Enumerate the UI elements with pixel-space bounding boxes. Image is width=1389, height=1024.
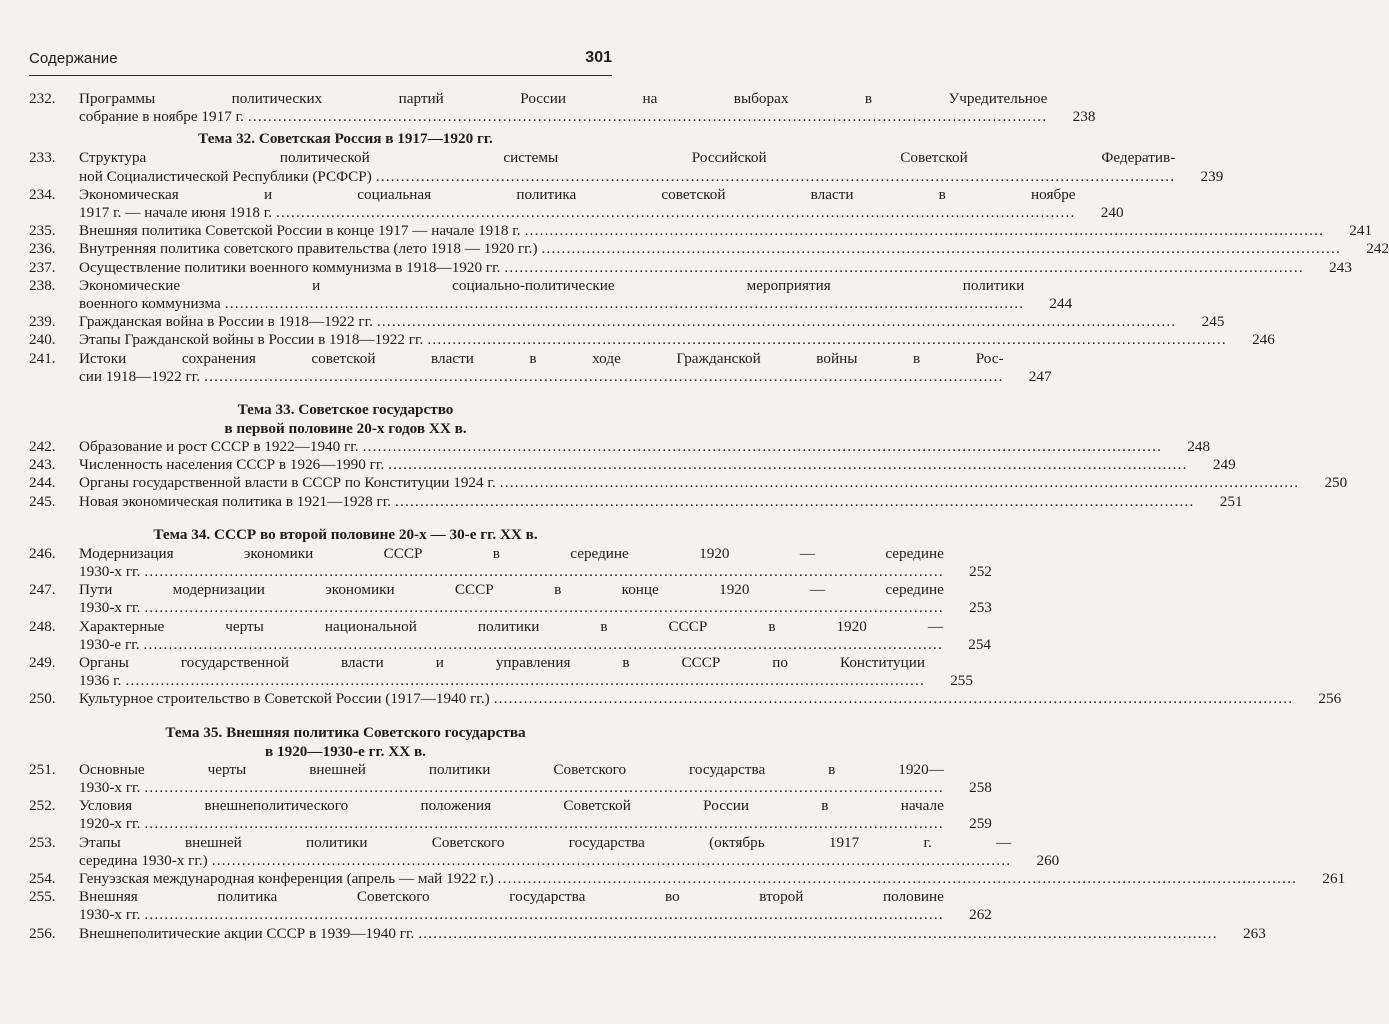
- entry-number: 232.: [29, 90, 56, 107]
- toc-section: [29, 130, 1389, 386]
- entry-text: [79, 690, 1299, 708]
- toc-entry[interactable]: [29, 331, 1275, 349]
- entry-text: [79, 259, 1310, 277]
- dot-leader: [423, 331, 1227, 349]
- entry-number: 238.: [29, 276, 56, 294]
- entry-number: 236.: [29, 240, 56, 258]
- table-of-contents: [29, 90, 1389, 943]
- entry-leader-line: [79, 690, 1293, 708]
- toc-entry[interactable]: [29, 313, 1225, 331]
- entry-page-number: 250: [1324, 474, 1348, 492]
- entry-leader-line: [79, 222, 1324, 240]
- entry-title-line: Гражданская война в России в 1918—1922 гг.: [79, 313, 373, 331]
- entry-number: 235.: [29, 222, 56, 240]
- dot-leader: [272, 204, 1076, 222]
- entry-text: [79, 581, 950, 617]
- topic-heading: Тема 32. Советская Россия в 1917—1920 гг.: [198, 130, 493, 148]
- entry-title-line: середина 1930-х гг.): [79, 851, 208, 869]
- entry-number: 240.: [29, 331, 56, 349]
- toc-entry[interactable]: [29, 349, 1052, 386]
- entry-text: [79, 90, 1053, 126]
- entry-leader-line: [79, 493, 1195, 511]
- dot-leader: [494, 870, 1298, 888]
- entry-title-line: Образование и рост СССР в 1922—1940 гг.: [79, 438, 359, 456]
- toc-entry[interactable]: [29, 185, 1124, 222]
- dot-leader: [359, 438, 1163, 456]
- entry-leader-line: [79, 438, 1162, 456]
- entry-page-number: 258: [969, 778, 992, 796]
- entry-leader-line: [79, 906, 944, 924]
- entry-leader-line: [79, 240, 1341, 258]
- dot-leader: [140, 906, 944, 924]
- entry-text: [79, 186, 1082, 222]
- entry-text: [79, 222, 1330, 240]
- entry-leader-line: [79, 870, 1297, 888]
- toc-entry[interactable]: [29, 492, 1243, 511]
- entry-title-line: 1930-х гг.: [79, 906, 141, 924]
- entry-leader-line: [79, 815, 944, 833]
- entry-leader-line: [79, 599, 944, 617]
- entry-title-line: Программы политических партий России на выборах в Учредительное: [79, 90, 1048, 107]
- header-rule: [29, 75, 612, 76]
- dot-leader: [538, 240, 1342, 258]
- dot-leader: [372, 168, 1176, 186]
- entry-text: [79, 331, 1233, 349]
- entry-title-line: Структура политической системы Российской Советской Федератив-: [79, 149, 1176, 167]
- entry-leader-line: [79, 563, 944, 581]
- entry-leader-line: [79, 295, 1024, 313]
- entry-title-line: собрание в ноябре 1917 г.: [79, 108, 244, 126]
- dot-leader: [121, 672, 925, 690]
- entry-page-number: 241: [1349, 222, 1373, 240]
- entry-title-line: Органы государственной власти и управления в СССР по Конституции: [79, 654, 925, 672]
- entry-text: [79, 350, 1010, 386]
- entry-title-line: Внутренняя политика советского правительства (лето 1918 — 1920 гг.): [79, 240, 538, 258]
- entry-title-line: Органы государственной власти в СССР по Конституции 1924 г.: [79, 474, 496, 492]
- entry-page-number: 253: [969, 599, 992, 617]
- entry-page-number: 260: [1036, 851, 1060, 869]
- running-title: Содержание: [29, 50, 118, 67]
- entry-page-number: 262: [969, 906, 992, 924]
- entry-page-number: 254: [968, 635, 992, 653]
- entry-number: 244.: [29, 474, 56, 492]
- entry-text: [79, 456, 1194, 474]
- dot-leader: [244, 108, 1048, 126]
- entry-title-line: 1920-х гг.: [79, 815, 141, 833]
- toc-entry[interactable]: [29, 833, 1060, 870]
- entry-text: [79, 888, 950, 924]
- entry-leader-line: [79, 259, 1304, 277]
- dot-leader: [521, 222, 1325, 240]
- entry-title-line: Внешнеполитические акции СССР в 1939—1940 гг.: [79, 924, 415, 942]
- entry-title-line: 1930-х гг.: [79, 563, 141, 581]
- entry-title-line: 1936 г.: [79, 672, 122, 690]
- entry-number: 239.: [29, 313, 56, 331]
- topic-heading: в первой половине 20-х годов XX в.: [224, 420, 467, 438]
- toc-entry[interactable]: [29, 869, 1346, 888]
- entry-number: 252.: [29, 797, 56, 815]
- entry-title-line: Этапы внешней политики Советского государства (октябрь 1917 г. —: [79, 833, 1012, 851]
- entry-text: [79, 545, 950, 581]
- entry-text: [79, 618, 949, 654]
- dot-leader: [373, 313, 1177, 331]
- entry-page-number: 255: [950, 672, 973, 690]
- entry-text: [79, 925, 1224, 943]
- toc-entry[interactable]: [29, 690, 1342, 708]
- dot-leader: [140, 779, 944, 797]
- entry-page-number: 248: [1187, 438, 1211, 456]
- entry-text: [79, 149, 1181, 185]
- toc-entry[interactable]: [29, 924, 1266, 943]
- entry-page-number: 239: [1200, 167, 1224, 185]
- entry-leader-line: [79, 852, 1011, 870]
- toc-entry[interactable]: [29, 90, 1096, 126]
- entry-number: 248.: [29, 617, 56, 635]
- dot-leader: [414, 925, 1218, 943]
- entry-page-number: 242: [1366, 240, 1389, 258]
- toc-entry[interactable]: [29, 617, 992, 654]
- entry-number: 242.: [29, 438, 56, 456]
- entry-text: [79, 761, 950, 797]
- entry-page-number: 243: [1329, 258, 1352, 276]
- entry-leader-line: [79, 636, 943, 654]
- entry-text: [79, 313, 1182, 331]
- entry-title-line: Генуэзская международная конференция (апрель — май 1922 г.): [79, 869, 494, 887]
- entry-title-line: Основные черты внешней политики Советского государства в 1920—: [79, 760, 944, 778]
- toc-entry[interactable]: [29, 654, 973, 690]
- topic-heading: Тема 35. Внешняя политика Советского государства: [165, 723, 526, 741]
- toc-entry[interactable]: [29, 149, 1224, 185]
- entry-leader-line: [79, 779, 944, 797]
- entry-title-line: Этапы Гражданской войны в России в 1918—1922 гг.: [79, 331, 424, 349]
- entry-number: 251.: [29, 760, 56, 778]
- entry-title-line: Численность населения СССР в 1926—1990 гг.: [79, 456, 385, 474]
- entry-leader-line: [79, 331, 1227, 349]
- entry-title-line: Модернизация экономики СССР в середине 1920 — середине: [79, 544, 944, 562]
- toc-entry[interactable]: [29, 276, 1073, 313]
- dot-leader: [221, 295, 1025, 313]
- toc-entry[interactable]: [29, 888, 992, 924]
- dot-leader: [208, 852, 1012, 870]
- entry-text: [79, 240, 1347, 258]
- entry-number: 249.: [29, 654, 56, 672]
- entry-title-line: военного коммунизма: [79, 295, 221, 313]
- entry-title-line: Истоки сохранения советской власти в ходе Гражданской войны в Рос-: [79, 349, 1004, 367]
- toc-entry[interactable]: [29, 438, 1211, 456]
- entry-text: [79, 834, 1017, 870]
- dot-leader: [200, 368, 1004, 386]
- dot-leader: [140, 815, 944, 833]
- topic-heading: Тема 33. Советское государство: [237, 401, 454, 419]
- dot-leader: [384, 456, 1188, 474]
- entry-title-line: 1917 г. — начале июня 1918 г.: [79, 204, 273, 222]
- dot-leader: [490, 690, 1294, 708]
- entry-page-number: 244: [1049, 295, 1073, 313]
- entry-title-line: Культурное строительство в Советской России (1917—1940 гг.): [79, 690, 490, 708]
- entry-title-line: Экономическая и социальная политика советской власти в ноябре: [79, 185, 1076, 203]
- entry-page-number: 259: [969, 815, 992, 833]
- entry-leader-line: [79, 108, 1047, 126]
- entry-title-line: Внешняя политика Советского государства во второй половине: [79, 888, 944, 906]
- entry-title-line: сии 1918—1922 гг.: [79, 367, 201, 385]
- topic-heading: в 1920—1930-е гг. XX в.: [265, 742, 426, 760]
- entry-text: [79, 797, 950, 833]
- entry-number: 237.: [29, 258, 56, 276]
- toc-entry[interactable]: [29, 474, 1348, 492]
- dot-leader: [391, 493, 1195, 511]
- toc-entry[interactable]: [29, 456, 1236, 474]
- entry-title-line: Условия внешнеполитического положения Советской России в начале: [79, 797, 944, 815]
- entry-number: 241.: [29, 349, 56, 367]
- entry-title-line: Осуществление политики военного коммунизма в 1918—1920 гг.: [79, 258, 501, 276]
- entry-page-number: 245: [1201, 313, 1225, 331]
- entry-number: 253.: [29, 833, 56, 851]
- entry-number: 256.: [29, 924, 56, 942]
- entry-page-number: 261: [1322, 869, 1346, 887]
- entry-title-line: 1930-х гг.: [79, 778, 141, 796]
- entry-page-number: 247: [1028, 367, 1052, 385]
- entry-page-number: 246: [1252, 331, 1275, 349]
- entry-title-line: Характерные черты национальной политики в СССР в 1920 —: [79, 617, 944, 635]
- entry-page-number: 252: [969, 563, 992, 581]
- entry-number: 247.: [29, 581, 56, 599]
- entry-title-line: ной Социалистической Республики (РСФСР): [79, 167, 372, 185]
- entry-leader-line: [79, 368, 1004, 386]
- entry-number: 245.: [29, 492, 56, 510]
- toc-section: [29, 723, 1346, 943]
- page-number: 301: [585, 49, 612, 66]
- toc-entry[interactable]: [29, 544, 992, 581]
- toc-entry[interactable]: [29, 581, 992, 617]
- entry-text: [79, 277, 1030, 313]
- entry-title-line: 1930-е гг.: [79, 635, 140, 653]
- dot-leader: [140, 563, 944, 581]
- toc-entry[interactable]: [29, 797, 992, 833]
- entry-number: 243.: [29, 456, 56, 474]
- entry-number: 254.: [29, 869, 56, 887]
- entry-text: [79, 654, 931, 690]
- entry-title-line: Внешняя политика Советской России в конце 1917 — начале 1918 г.: [79, 222, 521, 240]
- dot-leader: [500, 259, 1304, 277]
- entry-number: 250.: [29, 690, 56, 708]
- entry-leader-line: [79, 456, 1188, 474]
- dot-leader: [140, 636, 944, 654]
- page-header: [29, 48, 612, 74]
- toc-entry[interactable]: [29, 222, 1373, 240]
- entry-leader-line: [79, 474, 1299, 492]
- entry-number: 246.: [29, 544, 56, 562]
- entry-leader-line: [79, 313, 1176, 331]
- entry-title-line: Экономические и социально-политические мероприятия политики: [79, 276, 1025, 294]
- entry-text: [79, 493, 1201, 511]
- toc-section: [29, 401, 1348, 511]
- entry-number: 234.: [29, 185, 56, 203]
- entry-page-number: 251: [1219, 492, 1243, 510]
- entry-number: 233.: [29, 149, 56, 167]
- dot-leader: [496, 474, 1300, 492]
- entry-page-number: 238: [1072, 108, 1096, 126]
- entry-leader-line: [79, 925, 1218, 943]
- entry-leader-line: [79, 204, 1076, 222]
- toc-entry[interactable]: [29, 760, 992, 797]
- entry-text: [79, 438, 1168, 456]
- entry-title-line: 1930-х гг.: [79, 599, 141, 617]
- dot-leader: [140, 599, 944, 617]
- entry-page-number: 249: [1212, 456, 1236, 474]
- toc-section: [29, 90, 1096, 126]
- entry-number: 255.: [29, 888, 56, 906]
- topic-heading: Тема 34. СССР во второй половине 20-х — 30-е гг. XX в.: [153, 525, 538, 543]
- entry-page-number: 263: [1243, 924, 1266, 942]
- entry-leader-line: [79, 168, 1175, 186]
- entry-page-number: 240: [1100, 204, 1124, 222]
- entry-title-line: Новая экономическая политика в 1921—1928 гг.: [79, 492, 392, 510]
- entry-text: [79, 474, 1305, 492]
- toc-entry[interactable]: [29, 240, 1389, 258]
- entry-page-number: 256: [1318, 690, 1342, 708]
- toc-entry[interactable]: [29, 258, 1352, 277]
- entry-leader-line: [79, 672, 925, 690]
- toc-section: [29, 525, 1342, 709]
- entry-text: [79, 870, 1303, 888]
- entry-title-line: Пути модернизации экономики СССР в конце 1920 — середине: [79, 581, 944, 599]
